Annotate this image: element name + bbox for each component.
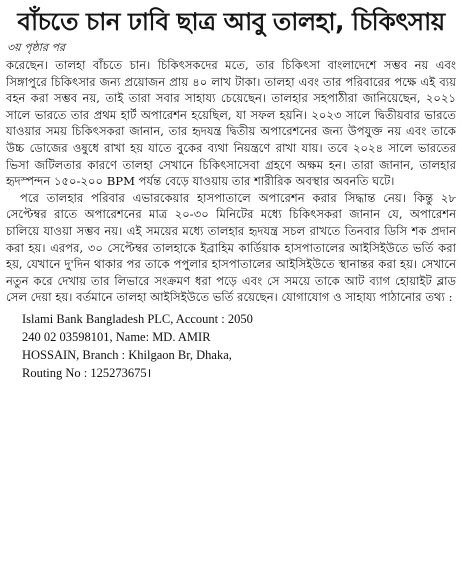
article-body — [6, 57, 456, 306]
account-line: Routing No : 125273675। — [22, 365, 152, 380]
account-line: Islami Bank Bangladesh PLC, Account : 2050 — [22, 311, 253, 326]
paragraph-2: পরে তালহার পরিবার এভারকেয়ার হাসপাতালে অপারেশন করার সিদ্ধান্ত নেয়। কিন্তু ২৮ সেপ্টেম্বর রাতে অপারেশনের মাত্র ২০-৩০ মিনিটের মধ্যে চিকিৎসকরা জানান যে, অপারেশন চালিয়ে যাওয়া সম্ভব নয়। এই সময়ের মধ্যে তালহার হৃদযন্ত্র সচল রাখতে তিনবার ডিসি শক প্রদান করা হয়। এরপর, ৩০ সেপ্টেম্বর তালহাকে ইব্রাহিম কার্ডিয়াক হাসপাতালের আইসিইউতে ভর্তি করা হয়, যেখানে দু'দিন থাকার পর তাকে পপুলার হাসপাতালের আইসিইউতে স্থানান্তর করা হয়। সেখানে নতুন করে দেখায় তার লিভারে সংক্রমণ ধরা পড়ে এবং সে সময়ে তাকে আট ব্যাগ হোয়াইট ব্লাড সেল দেয়া হয়। বর্তমানে তালহা আইসিইউতে ভর্তি রয়েছেন। যোগাযোগ ও সাহায্য পাঠানোর তথ্য : — [6, 190, 456, 305]
news-clipping — [0, 6, 462, 566]
headline: বাঁচতে চান ঢাবি ছাত্র আবু তালহা, চিকিৎসায় — [17, 7, 445, 36]
bank-account-info — [22, 310, 322, 382]
paragraph-1: করেছেন। তালহা বাঁচতে চান। চিকিৎসকদের মতে, তার চিকিৎসা বাংলাদেশে সম্ভব নয় এবং সিঙ্গাপুরে চিকিৎসার জন্য প্রয়োজন প্রায় ৪০ লাখ টাকা। তালহা এবং তার পরিবারের পক্ষে এই ব্যয় বহন করা সম্ভব নয়, তাই তারা সবার সাহায্য চেয়েছেন। তালহার সহপাঠীরা জানিয়েছেন, ২০২১ সালে ভারতে তার প্রথম হার্ট অপারেশন হয়েছিল, যা সফল হয়নি। ২০২৩ সালে দ্বিতীয়বার ভারতে যাওয়ার সময় চিকিৎসকরা জানান, তার হৃদযন্ত্র দ্বিতীয় অপারেশনের জন্য উপযুক্ত নয় এবং তাকে উচ্চ ডোজের ওষুধে রাখা হয় যাতে বুকের ব্যথা নিয়ন্ত্রণে রাখা যায়। তবে ২০২৪ সালে ভারতের ভিসা জটিলতার কারণে তালহা সেখানে চিকিৎসাসেবা গ্রহণে অক্ষম হন। তারা জানান, তালহার হৃদস্পন্দন ১৫০-২০০ BPM পর্যন্ত বেড়ে যাওয়ায় তার শারীরিক অবস্থার অবনতি ঘটে। — [6, 58, 456, 189]
account-line: 240 02 03598101, Name: MD. AMIR — [22, 329, 211, 344]
account-line: HOSSAIN, Branch : Khilgaon Br, Dhaka, — [22, 347, 232, 362]
continued-from-label: ৩য় পৃষ্ঠার পর — [7, 41, 66, 54]
